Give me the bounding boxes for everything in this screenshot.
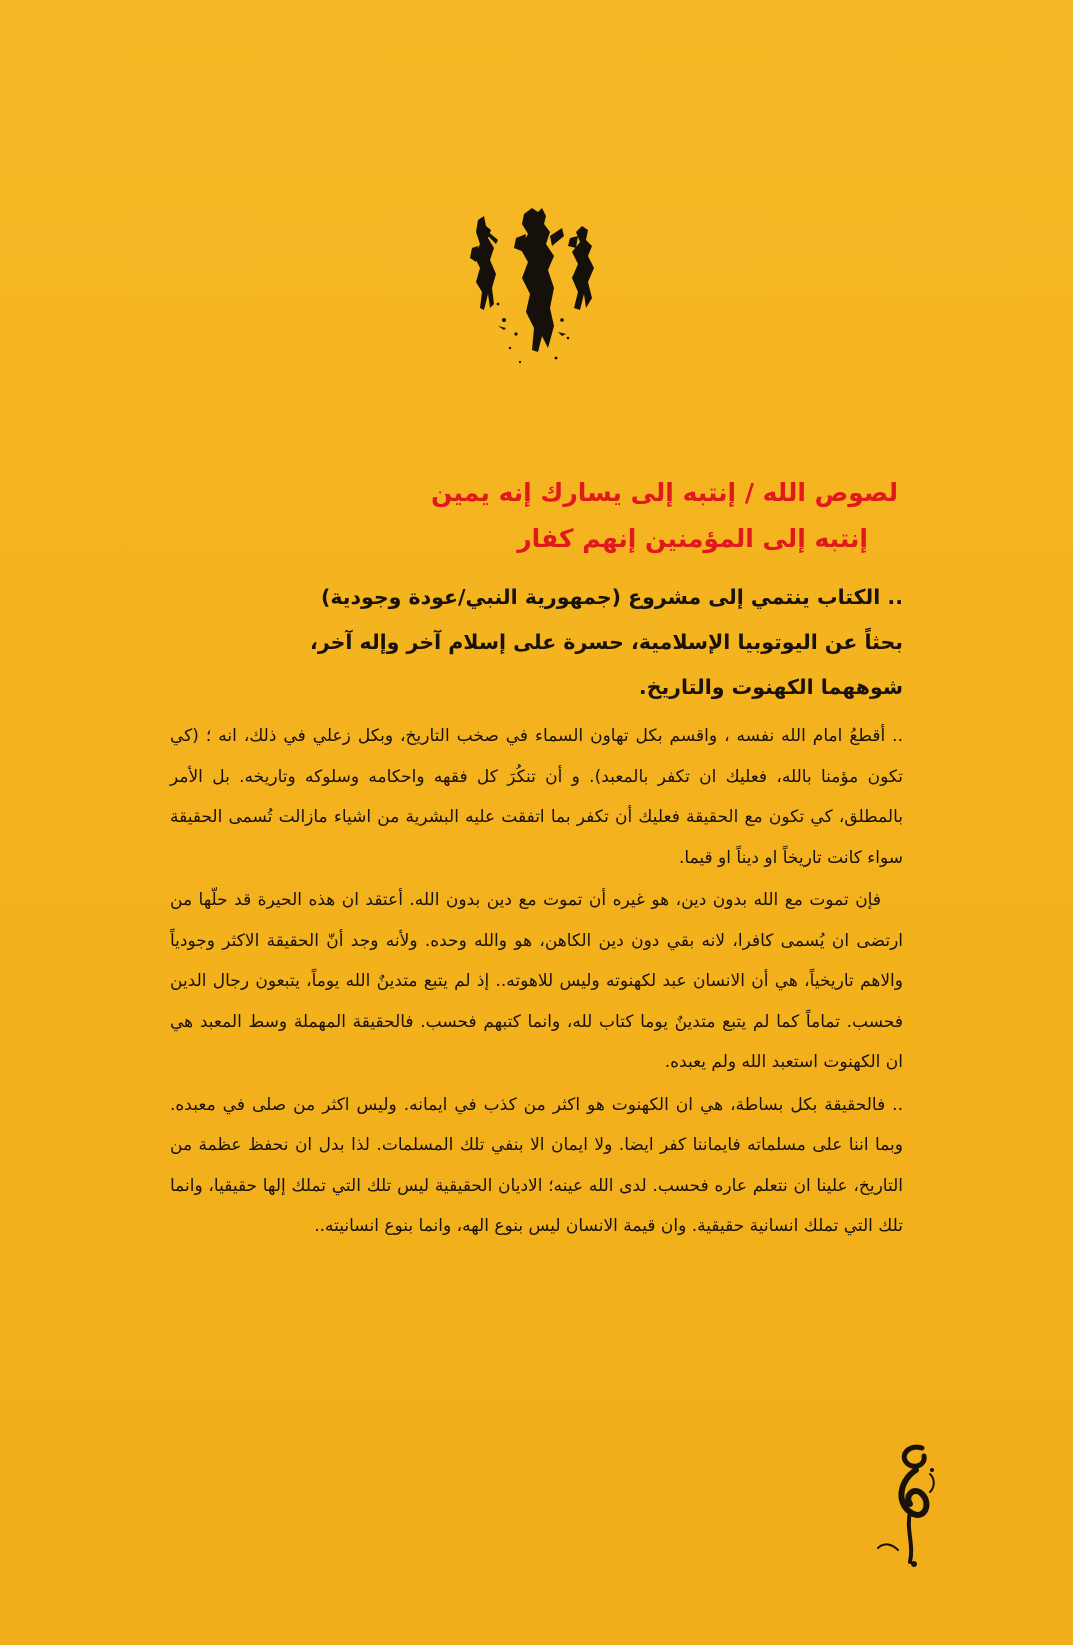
intro-line: شوههما الكهنوت والتاريخ. [638, 675, 903, 699]
book-subtitle: إنتبه إلى المؤمنين إنهم كفار [517, 524, 868, 553]
three-figures-icon [458, 208, 628, 378]
book-title: لصوص الله / إنتبه إلى يسارك إنه يمين [431, 478, 898, 507]
paragraph: فإن تموت مع الله بدون دين، هو غيره أن تموت مع دين بدون الله. أعتقد ان هذه الحيرة قد حلّها من ارتضى ان يُسمى كافرا، لانه بقي دون دين الكاهن، هو والله وحده. ولأنه وجد أنّ الحقيقة الاكثر وجودياً والاهم تاريخياً، هي أن الانسان عبد لكهنوته وليس للاهوته.. إذ لم يتبع متدينٌ الله يوماً، يتبعون رجال الدين فحسب. تماماً كما لم يتبع متدينٌ يوما كتاب لله، وانما كتبهم فحسب. فالحقيقة المهملة وسط المعبد هي ان الكهنوت استعبد الله ولم يعبده. [170, 890, 903, 1072]
intro-line: بحثاً عن اليوتوبيا الإسلامية، حسرة على إسلام آخر وإله آخر، [310, 630, 903, 654]
paragraph: .. فالحقيقة بكل بساطة، هي ان الكهنوت هو اكثر من كذب في ايمانه. وليس اكثر من صلى في معبده. وبما اننا على مسلماته فايماننا كفر ايضا. ولا ايمان الا بنفي تلك المسلمات. لذا بدل ان نحفظ عظمة من التاريخ، علينا ان نتعلم عاره فحسب. لدى الله عينه؛ الاديان الحقيقية ليس تلك التي تملك إلها حقيقيا، وانما تلك التي تملك انسانية حقيقية. وان قيمة الانسان ليس بنوع الهه، وانما بنوع انسانيته.. [170, 1094, 903, 1236]
paragraph: .. أقطعُ امام الله نفسه ، واقسم بكل تهاون السماء في صخب التاريخ، وبكل زعلي في ذلك، انه ؛ (كي تكون مؤمنا بالله، فعليك ان تكفر بالمعبد). و أن تنكُرَ كل فقهه واحكامه وسلوكه وتاريخه. بل الأمر بالمطلق، كي تكون مع الحقيقة فعليك أن تكفر بما اتفقت عليه البشرية من اشياء مازالت تُسمى الحقيقة سواء كانت تاريخاً او ديناً او قيما. [170, 726, 903, 868]
intro-paragraph [170, 575, 903, 710]
publisher-calligraphy-logo [870, 1440, 950, 1570]
cover-titles [298, 470, 898, 562]
blurb-text [170, 575, 903, 1249]
intro-line: .. الكتاب ينتمي إلى مشروع (جمهورية النبي/عودة وجودية) [320, 585, 903, 609]
